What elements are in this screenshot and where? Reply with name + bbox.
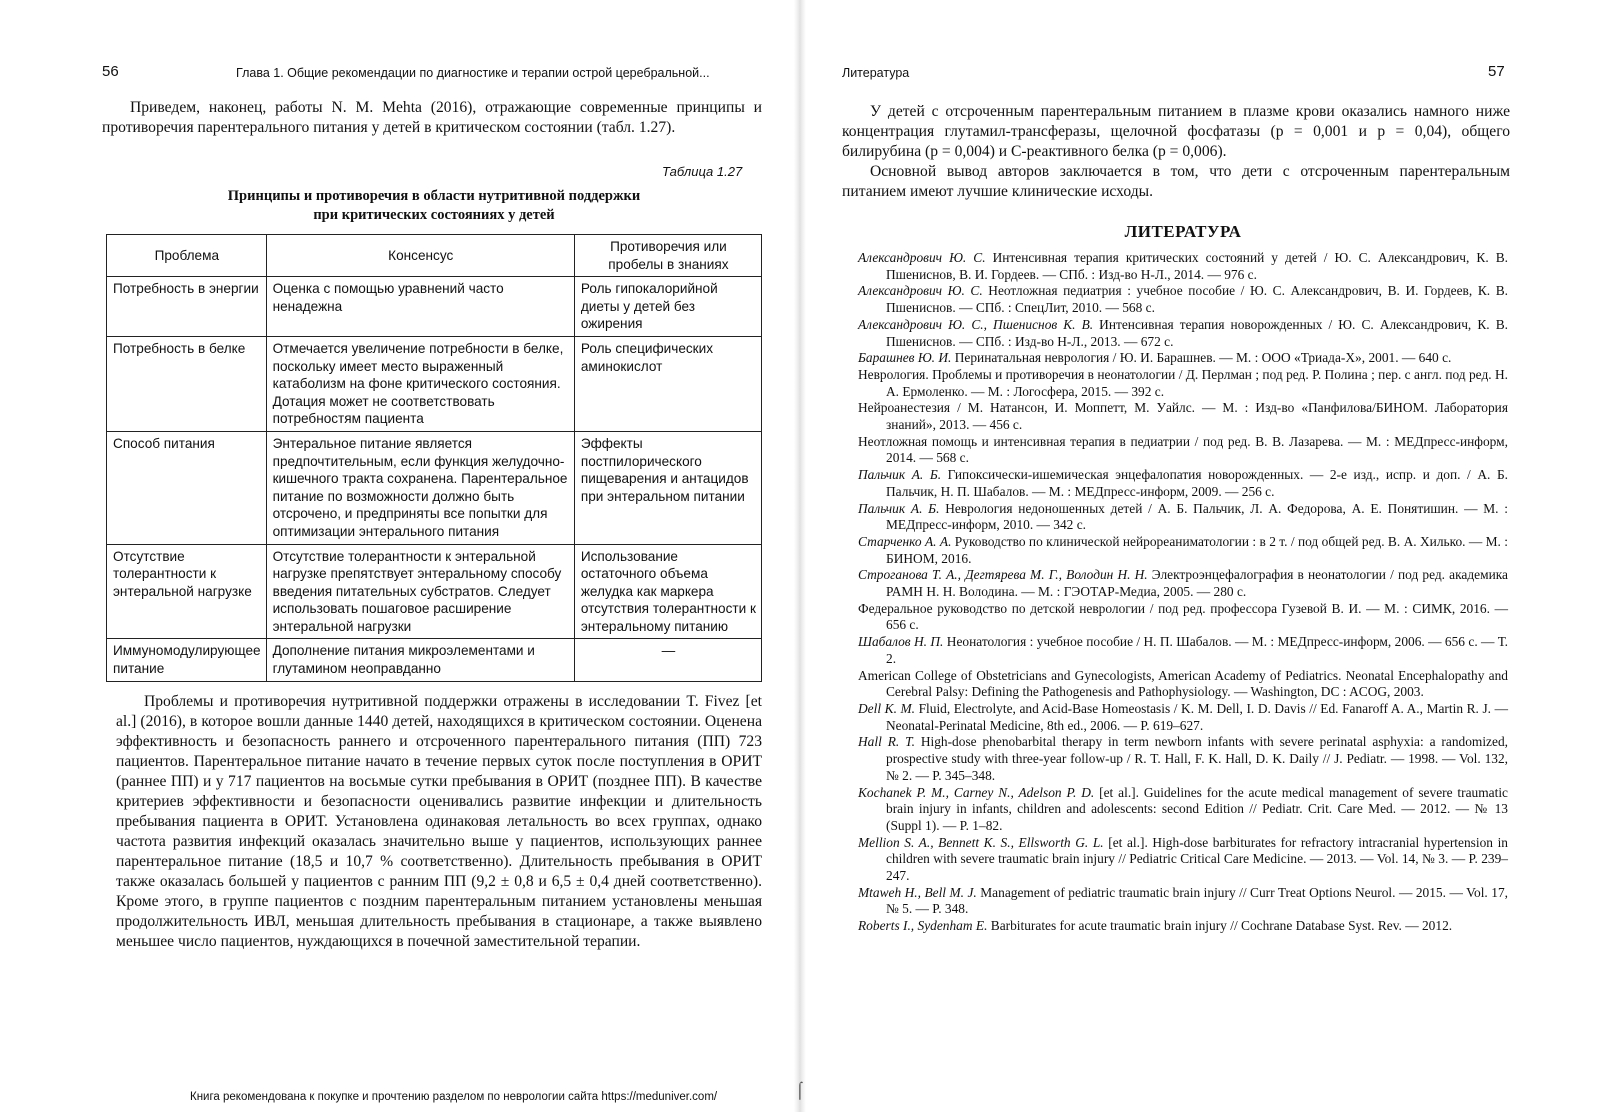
table-title (106, 187, 762, 225)
page-number: 56 (102, 63, 119, 80)
reference-text: Руководство по клинической нейрореаниматологии : в 2 т. / под общей ред. В. А. Хилько. — М. : БИНОМ, 2016. (886, 533, 1509, 566)
conclusion-text: Основной вывод авторов заключается в том, что дети с отсроченным парентеральным питанием имеют лучшие клинические исходы. (842, 163, 1510, 200)
reference-item (858, 885, 1508, 918)
reference-item (858, 634, 1508, 667)
reference-item (858, 567, 1508, 600)
reference-text: Fluid, Electrolyte, and Acid-Base Homeostasis / K. M. Dell, I. D. Davis // Ed. Fanaroff A. A., Martin R. J. — Neonatal-Perinatal Medicine, 8th ed., 2006. — P. 619–627. (886, 700, 1508, 733)
table-cell: Использование остаточного объема желудка как маркера отсутствия толерантности к энтеральному питанию (574, 544, 761, 639)
page-number-right: 57 (1488, 63, 1505, 80)
reference-text: [et al.]. High-dose barbiturates for refractory intracranial hypertension in children with severe traumatic brain injury // Pediatric Critical Care Medicine. — 2013. — Vol. 14, № 3. — P. 239–247. (886, 834, 1508, 884)
reference-text: American College of Obstetricians and Gynecologists, American Academy of Pediatrics. Neonatal Encephalopathy and Cerebral Palsy: Defining the Pathogenesis and Pathophysiology. — Washington, DC : ACOG, 2003. (858, 667, 1508, 700)
table-cell: Энтеральное питание является предпочтительным, если функция желудочно-кишечного тракта сохранена. Парентеральное питание по возможности должно быть отсрочено, и предприняты все попытки для оптимизации энтерального питания (266, 431, 574, 544)
reference-text: Интенсивная терапия критических состояний у детей / Ю. С. Александрович, К. В. Пшениснов, В. И. Гордеев. — СПб. : Изд-во Н-Л., 2014. — 976 с. (886, 250, 1508, 282)
reference-item (858, 701, 1508, 734)
reference-text: Management of pediatric traumatic brain injury // Curr Treat Options Neurol. — 2015. — Vol. 17, № 5. — P. 348. (886, 884, 1509, 917)
reference-item (858, 501, 1508, 534)
table-header-row (107, 235, 762, 277)
table-row (107, 544, 762, 639)
reference-item (858, 734, 1508, 784)
table-cell: Роль гипокалорийной диеты у детей без ожирения (574, 277, 761, 337)
reference-text: Неврология. Проблемы и противоречия в неонатологии / Д. Перлман ; под ред. Р. Полина ; пер. с англ. под ред. Н. А. Ермоленко. — М. : Логосфера, 2015. — 392 с. (858, 366, 1508, 399)
nutrition-table (106, 234, 762, 682)
reference-text: Перинатальная неврология / Ю. И. Барашнев. — М. : ООО «Триада-Х», 2001. — 640 с. (951, 350, 1452, 366)
reference-authors: Dell K. M. (858, 700, 915, 716)
reference-authors: Пальчик А. Б. (858, 500, 940, 516)
col-header-controversies: Противоречия или пробелы в знаниях (574, 235, 761, 277)
reference-item (858, 434, 1508, 467)
table-row (107, 431, 762, 544)
table-cell: Дополнение питания микроэлементами и глутамином неоправданно (266, 639, 574, 681)
reference-text: Интенсивная терапия новорожденных / Ю. С. Александрович, К. В. Пшениснов. — СПб. : Изд-во Н-Л., 2013. — 672 с. (886, 316, 1508, 349)
reference-item (858, 283, 1508, 316)
reference-authors: Александрович Ю. С. (858, 250, 986, 265)
reference-text: Электроэнцефалография в неонатологии / под ред. академика РАМН Н. Н. Володина. — М. : ГЭОТАР-Медиа, 2005. — 280 с. (886, 567, 1509, 600)
table-title-line-1: Принципы и противоречия в области нутритивной поддержки (227, 188, 641, 204)
reference-text: Barbiturates for acute traumatic brain injury // Cochrane Database Syst. Rev. — 2012. (987, 918, 1453, 934)
table-cell: Отсутствие толерантности к энтеральной нагрузке препятствует энтеральному способу введения питательных субстратов. Следует использовать пошаговое расширение энтеральной нагрузки (266, 544, 574, 639)
results-paragraph (842, 102, 1510, 202)
col-header-consensus: Консенсус (266, 235, 574, 277)
table-cell: Оценка с помощью уравнений часто ненадежна (266, 277, 574, 337)
col-header-problem: Проблема (107, 235, 267, 277)
reference-text: Гипоксически-ишемическая энцефалопатия новорожденных. — 2-е изд., испр. и доп. / А. Б. Пальчик, Н. П. Шабалов. — М. : МЕДпресс-информ, 2009. — 256 с. (886, 467, 1508, 499)
reference-item (858, 534, 1508, 567)
reference-text: Неотложная педиатрия : учебное пособие / Ю. С. Александрович, В. И. Гордеев, К. В. Пшениснов. — СПб. : СпецЛит, 2010. — 568 с. (886, 283, 1508, 316)
binding-mark-icon: ⌠ (795, 1082, 805, 1099)
reference-text: Неотложная помощь и интенсивная терапия в педиатрии / под ред. В. В. Лазарева. — М. : МЕДпресс-информ, 2014. — 568 с. (858, 433, 1508, 466)
reference-authors: Александрович Ю. С. (858, 283, 983, 299)
footer-note[interactable]: Книга рекомендована к покупке и прочтению разделом по неврологии сайта https://meduniver.com/ (190, 1091, 718, 1103)
table-caption: Таблица 1.27 (662, 164, 743, 179)
table-cell: Потребность в белке (107, 336, 267, 431)
body-paragraph (116, 692, 762, 952)
reference-item (858, 367, 1508, 400)
table-cell: Эффекты постпилорического пищеварения и антацидов при энтеральном питании (574, 431, 761, 544)
intro-text: Приведем, наконец, работы N. M. Mehta (2016), отражающие современные принципы и противоречия парентерального питания у детей в критическом состоянии (табл. 1.27). (102, 99, 762, 136)
references-heading: ЛИТЕРАТУРА (1124, 222, 1242, 241)
reference-item (858, 601, 1508, 634)
reference-authors: Строганова Т. А., Дегтярева М. Г., Володин Н. Н. (858, 567, 1148, 583)
running-head-right: Литература (842, 66, 910, 80)
running-head: Глава 1. Общие рекомендации по диагностике и терапии острой церебральной... (236, 66, 710, 80)
reference-authors: Александрович Ю. С., Пшениснов К. В. (858, 316, 1094, 332)
reference-item (858, 918, 1508, 935)
reference-item (858, 400, 1508, 433)
reference-authors: Hall R. T. (858, 734, 915, 750)
reference-authors: Барашнев Ю. И. (858, 350, 952, 366)
reference-item (858, 350, 1508, 367)
table-cell: Иммуномодулирующее питание (107, 639, 267, 681)
reference-item (858, 785, 1508, 835)
reference-item (858, 668, 1508, 701)
reference-text: Неврология недоношенных детей / А. Б. Пальчик, Л. А. Федорова, А. Е. Понятишин. — М. : МЕДпресс-информ, 2010. — 342 с. (886, 500, 1508, 533)
reference-text: [et al.]. Guidelines for the acute medical management of severe traumatic brain injury in infants, children and adolescents: second Edition // Pediatr. Crit. Care Med. — 2012. — № 13 (Suppl 1). — P. 1–82. (886, 784, 1508, 833)
table-cell: Отсутствие толерантности к энтеральной нагрузке (107, 544, 267, 639)
reference-authors: Kochanek P. M., Carney N., Adelson P. D. (858, 784, 1095, 800)
table-cell: Потребность в энергии (107, 277, 267, 337)
reference-authors: Roberts I., Sydenham E. (858, 918, 988, 934)
reference-authors: Пальчик А. Б. (858, 467, 942, 483)
table-cell: Отмечается увеличение потребности в белке, поскольку имеет место выраженный катаболизм на фоне критического состояния. Дотация может не соответствовать потребностям пациента (266, 336, 574, 431)
reference-text: Федеральное руководство по детской неврологии / под ред. профессора Гузевой В. И. — М. : СИМК, 2016. — 656 с. (858, 600, 1508, 633)
table-cell: — (574, 639, 761, 681)
table-cell: Роль специфических аминокислот (574, 336, 761, 431)
reference-text: Неонатология : учебное пособие / Н. П. Шабалов. — М. : МЕДпресс-информ, 2006. — 656 с. — Т. 2. (886, 634, 1508, 666)
table-title-line-2: при критических состояниях у детей (313, 207, 555, 223)
references-list (858, 250, 1508, 935)
reference-authors: Mellion S. A., Bennett K. S., Ellsworth G. L. (858, 834, 1104, 850)
intro-paragraph (102, 98, 762, 138)
table-row (107, 277, 762, 337)
results-text: У детей с отсроченным парентеральным питанием в плазме крови оказались намного ниже концентрация глутамил-трансферазы, щелочной фосфатазы (p = 0,001 и p = 0,04), общего билирубина (p = 0,004) и С-реактивного белка (p = 0,006). (842, 103, 1510, 160)
reference-authors: Шабалов Н. П. (858, 634, 944, 650)
reference-item (858, 317, 1508, 350)
reference-authors: Mtaweh H., Bell M. J. (858, 884, 977, 900)
body-text: Проблемы и противоречия нутритивной поддержки отражены в исследовании T. Fivez [et al.] (2016), в которое вошли данные 1440 детей, находящихся в критическом состоянии. Оценена эффективность и безопасность раннего и отсроченного парентерального питания (ПП) 723 пациентов. Парентеральное питание начато в течение первых суток после поступления в ОРИТ (раннее ПП) и у 717 пациентов на восьмые сутки пребывания в ОРИТ (позднее ПП). В качестве критериев эффективности и безопасности оценивались развитие инфекции и длительность пребывания пациента в ОРИТ. Установлена одинаковая летальность во всех группах, однако частота развития инфекций оказалась значительно выше у пациентов, использующих раннее парентеральное питание (18,5 и 10,7 % соответственно). Длительность пребывания в ОРИТ также оказалась большей у пациентов с ранним ПП (9,2 ± 0,8 и 6,5 ± 0,4 дней соответственно). Кроме этого, в группе пациентов с поздним парентеральным питанием установлены меньшая продолжительность ИВЛ, меньшая длительность пребывания в стационаре, а также выявлено меньшее число пациентов, нуждающихся в почечной заместительной терапии. (116, 693, 762, 950)
reference-item (858, 467, 1508, 500)
reference-item (858, 250, 1508, 283)
table-row (107, 336, 762, 431)
reference-item (858, 835, 1508, 885)
table-cell: Способ питания (107, 431, 267, 544)
table-row (107, 639, 762, 681)
reference-text: High-dose phenobarbital therapy in term newborn infants with severe perinatal asphyxia: a randomized, prospective study with three-year follow-up / R. T. Hall, F. K. Hall, D. K. Daily // J. Pediatr. — 1998. — Vol. 132, № 2. — P. 345–348. (886, 734, 1508, 783)
reference-text: Нейроанестезия / М. Натансон, И. Моппетт, М. Уайлс. — М. : Изд-во «Панфилова/БИНОМ. Лаборатория знаний», 2013. — 456 с. (858, 400, 1508, 433)
reference-authors: Старченко А. А. (858, 533, 952, 549)
